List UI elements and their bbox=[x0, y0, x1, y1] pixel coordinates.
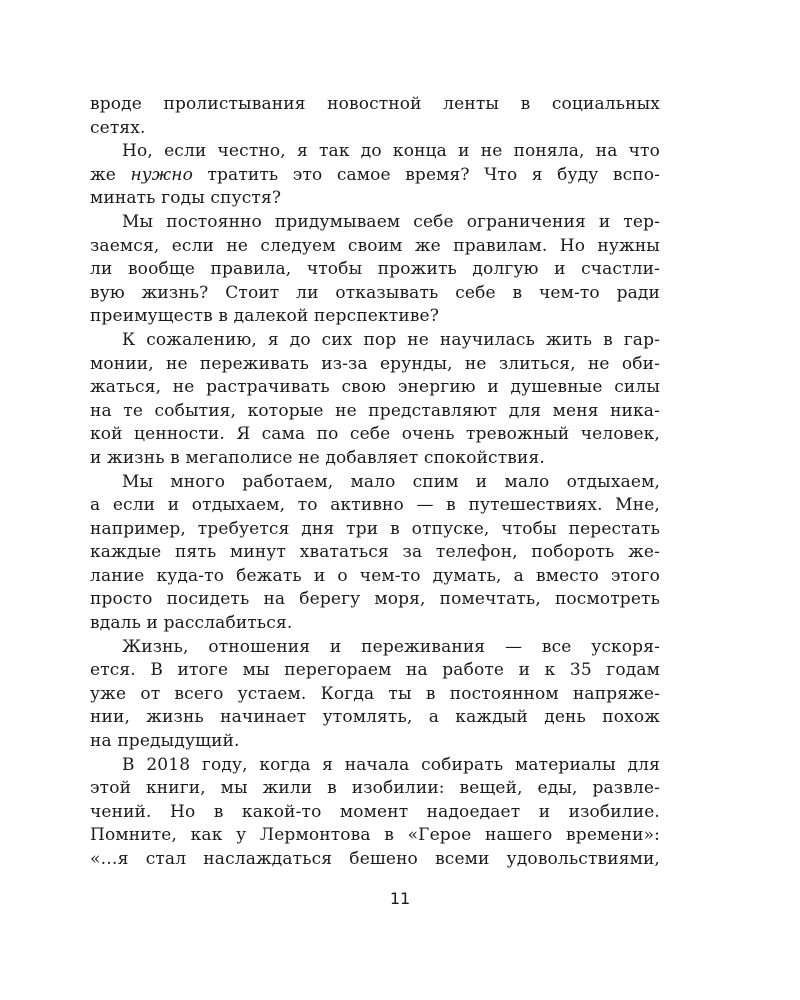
text-line: жаться, не растрачивать свою энергию и душевные силы bbox=[90, 377, 660, 398]
text-line: вроде пролистывания новостной ленты в социальных bbox=[90, 94, 660, 114]
text-line: этой книги, мы жили в изобилии: вещей, еды, развле- bbox=[90, 778, 660, 799]
text-line: на предыдущий. bbox=[90, 731, 240, 752]
text-line: Но, если честно, я так до конца и не поняла, на что bbox=[122, 141, 660, 162]
text-line: чений. Но в какой-то момент надоедает и изобилие. bbox=[90, 801, 660, 822]
page-number: 11 bbox=[389, 889, 411, 908]
text-segment: тратить это самое время? Что я буду вспо- bbox=[193, 164, 661, 185]
text-line: «…я стал наслаждаться бешено всеми удовольствиями, bbox=[90, 849, 660, 869]
text-line: сетях. bbox=[90, 117, 146, 138]
text-line: ли вообще правила, чтобы прожить долгую и счастли- bbox=[90, 259, 660, 280]
text-line: и жизнь в мегаполисе не добавляет спокойствия. bbox=[90, 447, 545, 468]
text-line: кой ценности. Я сама по себе очень тревожный человек, bbox=[90, 424, 660, 445]
text-line: ется. В итоге мы перегораем на работе и к 35 годам bbox=[90, 660, 660, 681]
text-line: Мы много работаем, мало спим и мало отдыхаем, bbox=[122, 471, 660, 492]
text-line bbox=[90, 164, 660, 188]
text-line: заемся, если не следуем своим же правилам. Но нужны bbox=[90, 235, 660, 256]
emphasized-word: нужно bbox=[130, 164, 194, 185]
text-line: К сожалению, я до сих пор не научилась жить в гар- bbox=[122, 329, 660, 350]
text-line: Мы постоянно придумываем себе ограничения и тер- bbox=[122, 211, 660, 232]
text-line: уже от всего устаем. Когда ты в постоянном напряже- bbox=[90, 683, 660, 704]
text-line: вдаль и расслабиться. bbox=[90, 613, 293, 634]
text-segment: же bbox=[90, 164, 131, 185]
text-line: а если и отдыхаем, то активно — в путешествиях. Мне, bbox=[90, 495, 660, 516]
text-line: на те события, которые не представляют для меня ника- bbox=[90, 400, 660, 421]
book-page-text bbox=[90, 93, 660, 872]
text-line: каждые пять минут хвататься за телефон, побороть же- bbox=[90, 542, 660, 563]
text-line: нии, жизнь начинает утомлять, а каждый день похож bbox=[90, 707, 660, 728]
text-line: В 2018 году, когда я начала собирать материалы для bbox=[122, 754, 660, 775]
text-line: например, требуется дня три в отпуске, чтобы перестать bbox=[90, 518, 660, 539]
text-line: просто посидеть на берегу моря, помечтать, посмотреть bbox=[90, 589, 660, 610]
text-line: минать годы спустя? bbox=[90, 188, 282, 209]
text-line: преимуществ в далекой перспективе? bbox=[90, 306, 440, 327]
text-line: Помните, как у Лермонтова в «Герое нашего времени»: bbox=[90, 825, 660, 846]
text-line: вую жизнь? Стоит ли отказывать себе в чем-то ради bbox=[90, 282, 660, 303]
text-line: монии, не переживать из-за ерунды, не злиться, не оби- bbox=[90, 353, 660, 374]
text-line: лание куда-то бежать и о чем-то думать, а вместо этого bbox=[90, 565, 660, 586]
text-line: Жизнь, отношения и переживания — все ускоря- bbox=[122, 636, 660, 657]
